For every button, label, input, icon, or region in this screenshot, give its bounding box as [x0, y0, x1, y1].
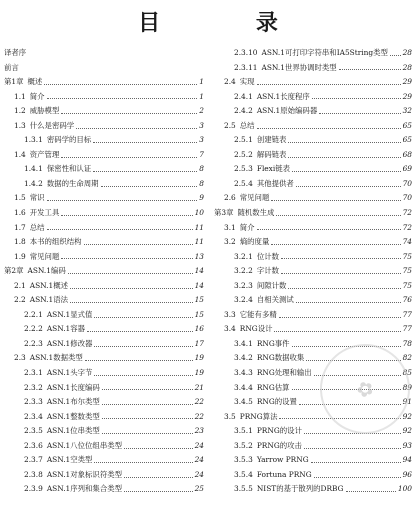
toc-entry[interactable]	[214, 133, 412, 148]
toc-entry[interactable]	[214, 104, 412, 119]
toc-entry-page: 65	[402, 135, 412, 145]
toc-entry-page: 11	[194, 237, 204, 247]
toc-entry[interactable]	[4, 250, 204, 265]
toc-entry-page: 93	[402, 440, 412, 450]
toc-entry-title: Yarrow PRNG	[256, 455, 309, 465]
toc-leader-dots	[68, 273, 193, 274]
toc-entry-page: 92	[402, 411, 412, 421]
toc-entry-title: 概述	[27, 77, 43, 87]
toc-entry-page: 3	[199, 120, 204, 130]
toc-entry-number: 2.2.3	[24, 338, 43, 348]
toc-entry[interactable]	[214, 46, 412, 61]
toc-entry[interactable]	[214, 235, 412, 250]
toc-entry[interactable]	[4, 424, 204, 439]
toc-entry-number: 3.3	[224, 309, 236, 319]
toc-entry-page: 70	[402, 178, 412, 188]
toc-entry-number: 3.5.3	[234, 455, 253, 465]
toc-entry-page: 24	[194, 469, 204, 479]
toc-entry-page: 77	[402, 324, 412, 334]
toc-entry[interactable]	[4, 119, 204, 134]
toc-entry-title: 开发工具	[29, 208, 60, 218]
toc-entry-number: 3.2.2	[234, 266, 253, 276]
toc-entry-title: 威胁模型	[29, 106, 60, 116]
toc-entry[interactable]	[4, 162, 204, 177]
toc-entry-number: 1.5	[14, 193, 26, 203]
toc-entry[interactable]	[4, 90, 204, 105]
toc-entry[interactable]	[214, 293, 412, 308]
toc-entry-title: ASN.1编码	[27, 266, 66, 276]
toc-leader-dots	[124, 477, 193, 478]
toc-entry-title: ASN.1序列和集合类型	[46, 484, 122, 494]
toc-entry[interactable]	[4, 264, 204, 279]
toc-entry-page: 1	[199, 91, 204, 101]
toc-leader-dots	[102, 433, 193, 434]
toc-leader-dots	[312, 98, 401, 99]
toc-entry-number: 3.4.3	[234, 368, 253, 378]
toc-entry-page: 75	[402, 280, 412, 290]
toc-entry-number: 2.6	[224, 193, 236, 203]
toc-entry-title: ASN.1原始编码器	[256, 106, 318, 116]
toc-entry-title: ASN.1修改器	[46, 338, 93, 348]
toc-entry-page: 13	[194, 251, 204, 261]
toc-leader-dots	[47, 98, 198, 99]
toc-entry[interactable]	[4, 61, 204, 76]
toc-entry[interactable]	[4, 177, 204, 192]
toc-entry-title: 解码链表	[256, 149, 287, 159]
toc-entry-number: 3.1	[224, 222, 236, 232]
toc-entry-title: ASN.1空类型	[46, 455, 93, 465]
toc-entry-page: 29	[402, 77, 412, 87]
toc-entry-page: 72	[402, 222, 412, 232]
toc-leader-dots	[93, 171, 197, 172]
toc-entry[interactable]	[4, 191, 204, 206]
toc-entry-page: 24	[194, 440, 204, 450]
toc-leader-dots	[101, 186, 198, 187]
toc-entry-page: 10	[194, 208, 204, 218]
toc-entry[interactable]	[214, 482, 412, 497]
toc-entry-title: 总结	[239, 120, 255, 130]
toc-entry-number: 1.7	[14, 222, 26, 232]
toc-entry-number: 2.5.4	[234, 178, 253, 188]
toc-entry-number: 2.4	[224, 77, 236, 87]
toc-entry-page: 2	[199, 106, 204, 116]
toc-entry[interactable]	[214, 61, 412, 76]
toc-entry-page: 100	[397, 484, 412, 494]
toc-entry-page: 21	[194, 382, 204, 392]
toc-entry-title: 其他提供者	[256, 178, 294, 188]
toc-entry-title: ASN.1对象标识符类型	[46, 469, 122, 479]
toc-entry-page: 1	[199, 77, 204, 87]
toc-entry-title: ASN.1布尔类型	[46, 397, 100, 407]
toc-leader-dots	[279, 317, 401, 318]
toc-entry[interactable]	[4, 439, 204, 454]
toc-entry-page: 29	[402, 91, 412, 101]
toc-entry[interactable]	[4, 395, 204, 410]
toc-entry-page: 82	[402, 353, 412, 363]
toc-entry[interactable]	[4, 351, 204, 366]
toc-entry[interactable]	[4, 148, 204, 163]
toc-entry-page: 85	[402, 368, 412, 378]
toc-leader-dots	[319, 113, 400, 114]
toc-leader-dots	[124, 491, 193, 492]
toc-entry-title: ASN.1可打印字符串和IA5String类型	[261, 48, 388, 57]
toc-entry-title: RNG数据收集	[256, 353, 305, 363]
toc-entry-page: 15	[194, 309, 204, 319]
toc-leader-dots	[70, 302, 193, 303]
toc-entry-number: 3.2.1	[234, 251, 253, 261]
toc-entry-number: 3.4.1	[234, 338, 253, 348]
toc-entry-number: 1.4	[14, 149, 26, 159]
toc-entry-number: 2.3.1	[24, 368, 43, 378]
toc-entry-number: 3.4.4	[234, 382, 253, 392]
toc-entry[interactable]	[214, 119, 412, 134]
toc-entry-page: 19	[194, 353, 204, 363]
toc-entry-title: 创建链表	[256, 135, 287, 145]
toc-leader-dots	[61, 215, 192, 216]
toc-leader-dots	[292, 346, 401, 347]
toc-entry[interactable]	[4, 235, 204, 250]
toc-entry-page: 91	[402, 397, 412, 407]
toc-entry-page: 75	[402, 266, 412, 276]
toc-entry-title: PRNG的攻击	[256, 440, 302, 450]
toc-leader-dots	[314, 477, 401, 478]
toc-leader-dots	[271, 244, 400, 245]
toc-leader-dots	[257, 229, 401, 230]
toc-entry-title: ASN.1头字节	[46, 368, 93, 378]
toc-leader-dots	[47, 229, 193, 230]
toc-entry-page: 19	[194, 368, 204, 378]
toc-entry-number: 2.1	[14, 280, 26, 290]
toc-entry-number: 2.3.11	[234, 62, 258, 72]
toc-leader-dots	[304, 448, 401, 449]
toc-leader-dots	[47, 200, 198, 201]
toc-entry-title: 什么是密码学	[29, 120, 75, 130]
toc-entry-title: 简介	[29, 91, 45, 101]
toc-entry[interactable]	[214, 468, 412, 483]
toc-entry-page: 76	[402, 295, 412, 305]
toc-entry-title: 密码学的目标	[46, 135, 92, 145]
toc-entry-title: NIST的基于散列的DRBG	[256, 484, 344, 494]
toc-entry-number: 2.3.3	[24, 397, 43, 407]
toc-entry-page: 7	[199, 149, 204, 159]
toc-entry-number: 2.3.5	[24, 426, 43, 436]
toc-entry-title: 数据的生命周期	[46, 178, 99, 188]
toc-entry-page: 69	[402, 164, 412, 174]
toc-entry-number: 2.2	[14, 295, 26, 305]
toc-entry[interactable]	[4, 337, 204, 352]
toc-entry-page: 28	[402, 62, 412, 72]
toc-entry-page: 28	[402, 48, 412, 57]
toc-entry-page: 8	[199, 178, 204, 188]
toc-entry-page: 22	[194, 411, 204, 421]
toc-entry[interactable]	[214, 322, 412, 337]
toc-entry-number: 3.2	[224, 237, 236, 247]
toc-entry[interactable]	[214, 177, 412, 192]
toc-entry-title: RNG设计	[239, 324, 273, 334]
toc-leader-dots	[76, 128, 197, 129]
toc-entry[interactable]	[4, 206, 204, 221]
toc-entry[interactable]	[4, 46, 204, 61]
toc-leader-dots	[296, 186, 401, 187]
toc-entry-title: RNG估算	[256, 382, 290, 392]
toc-entry-page: 65	[402, 120, 412, 130]
toc-entry-number: 3.4	[224, 324, 236, 334]
toc-entry[interactable]	[214, 75, 412, 90]
toc-entry[interactable]	[4, 482, 204, 497]
toc-entry-number: 2.4.1	[234, 91, 253, 101]
toc-entry-title: PRNG算法	[239, 411, 278, 421]
toc-entry-title: 本书的组织结构	[29, 237, 82, 247]
toc-entry-title: 实现	[239, 77, 255, 87]
toc-entry-page: 8	[199, 164, 204, 174]
toc-entry-page: 92	[402, 426, 412, 436]
toc-entry[interactable]	[4, 381, 204, 396]
toc-entry[interactable]	[4, 308, 204, 323]
toc-entry-title: 前言	[4, 62, 19, 72]
toc-entry-page: 23	[194, 426, 204, 436]
toc-entry-number: 2.4.2	[234, 106, 253, 116]
toc-entry-title: ASN.1数据类型	[29, 353, 83, 363]
toc-leader-dots	[61, 157, 197, 158]
toc-entry[interactable]	[214, 453, 412, 468]
toc-entry-page: 11	[194, 222, 204, 232]
toc-entry-page: 25	[194, 484, 204, 494]
toc-entry-number: 1.1	[14, 91, 26, 101]
toc-leader-dots	[93, 142, 197, 143]
toc-leader-dots	[271, 200, 400, 201]
toc-entry-number: 1.8	[14, 237, 26, 247]
toc-entry[interactable]	[214, 221, 412, 236]
toc-leader-dots	[288, 288, 400, 289]
toc-entry-number: 1.3.1	[24, 135, 43, 145]
toc-entry-title: ASN.1长度程序	[256, 91, 310, 101]
toc-leader-dots	[102, 389, 193, 390]
toc-entry-page: 9	[199, 193, 204, 203]
toc-leader-dots	[124, 448, 193, 449]
toc-entry-number: 3.5	[224, 411, 236, 421]
toc-entry-page: 75	[402, 251, 412, 261]
toc-entry-title: 位计数	[256, 251, 279, 261]
toc-leader-dots	[94, 462, 192, 463]
toc-entry-number: 1.4.2	[24, 178, 43, 188]
toc-entry-title: Flexi链表	[256, 164, 290, 174]
toc-leader-dots	[94, 317, 192, 318]
toc-leader-dots	[288, 142, 400, 143]
toc-entry-number: 2.3.4	[24, 411, 43, 421]
toc-entry-page: 94	[402, 455, 412, 465]
toc-leader-dots	[85, 360, 193, 361]
toc-leader-dots	[339, 69, 401, 70]
toc-entry-page: 16	[194, 324, 204, 334]
toc-entry-title: 常见问题	[239, 193, 270, 203]
toc-entry-page: 14	[194, 280, 204, 290]
toc-entry-page: 14	[194, 266, 204, 276]
toc-leader-dots	[292, 171, 401, 172]
toc-entry-title: 它能有多精	[239, 309, 277, 319]
toc-entry[interactable]	[214, 250, 412, 265]
toc-entry-number: 2.5.2	[234, 149, 253, 159]
toc-entry-title: 保密性和认证	[46, 164, 92, 174]
toc-entry-number: 3.5.2	[234, 440, 253, 450]
toc-entry-page: 70	[402, 193, 412, 203]
toc-leader-dots	[87, 331, 193, 332]
toc-entry[interactable]	[214, 279, 412, 294]
toc-leader-dots	[94, 346, 192, 347]
toc-entry-title: ASN.1长度编码	[46, 382, 100, 392]
toc-entry-number: 2.2.1	[24, 309, 43, 319]
toc-entry[interactable]	[4, 221, 204, 236]
toc-entry-number: 1.3	[14, 120, 26, 130]
toc-entry-number: 2.3.7	[24, 455, 43, 465]
toc-leader-dots	[288, 157, 400, 158]
toc-entry-number: 3.2.4	[234, 295, 253, 305]
toc-entry-number: 1.2	[14, 106, 26, 116]
toc-leader-dots	[84, 244, 193, 245]
toc-leader-dots	[346, 491, 396, 492]
toc-entry-number: 2.5.1	[234, 135, 253, 145]
toc-leader-dots	[61, 113, 197, 114]
toc-entry-page: 24	[194, 455, 204, 465]
toc-entry[interactable]	[4, 133, 204, 148]
toc-entry-title: 资产管理	[29, 149, 60, 159]
toc-entry-page: 96	[402, 469, 412, 479]
toc-entry-number: 3.2.3	[234, 280, 253, 290]
toc-entry-page: 74	[402, 237, 412, 247]
toc-entry-title: ASN.1显式值	[46, 309, 93, 319]
toc-entry-number: 3.5.1	[234, 426, 253, 436]
toc-entry-number: 2.5	[224, 120, 236, 130]
toc-entry[interactable]	[4, 322, 204, 337]
toc-entry-page: 3	[199, 135, 204, 145]
toc-leader-dots	[102, 418, 193, 419]
toc-entry-title: 常识	[29, 193, 45, 203]
toc-entry-title: ASN.1语法	[29, 295, 68, 305]
toc-entry-title: ASN.1位串类型	[46, 426, 100, 436]
toc-entry-number: 第3章	[214, 208, 234, 218]
toc-entry[interactable]	[4, 293, 204, 308]
toc-entry-page: 22	[194, 397, 204, 407]
toc-entry[interactable]	[214, 148, 412, 163]
toc-entry-title: RNG的设置	[256, 397, 297, 407]
toc-entry[interactable]	[214, 162, 412, 177]
toc-entry-number: 1.9	[14, 251, 26, 261]
toc-leader-dots	[70, 288, 193, 289]
toc-entry-title: ASN.1容器	[46, 324, 86, 334]
toc-entry-number: 3.4.5	[234, 397, 253, 407]
toc-entry[interactable]	[4, 279, 204, 294]
toc-entry-title: RNG事件	[256, 338, 290, 348]
toc-entry[interactable]	[214, 90, 412, 105]
toc-entry-number: 2.3.6	[24, 440, 43, 450]
toc-entry-number: 2.2.2	[24, 324, 43, 334]
toc-entry-title: 间隙计数	[256, 280, 287, 290]
toc-entry-page: 78	[402, 338, 412, 348]
toc-entry-number: 2.3	[14, 353, 26, 363]
toc-entry-title: 常见问题	[29, 251, 60, 261]
toc-entry-page: 68	[402, 149, 412, 159]
toc-entry-number: 3.5.5	[234, 484, 253, 494]
page-title: 目 录	[138, 11, 322, 36]
toc-entry-title: ASN.1概述	[29, 280, 68, 290]
toc-entry-number: 2.3.2	[24, 382, 43, 392]
toc-entry-number: 2.3.8	[24, 469, 43, 479]
toc-entry-title: PRNG的设计	[256, 426, 302, 436]
toc-entry[interactable]	[4, 468, 204, 483]
toc-entry-title: Fortuna PRNG	[256, 469, 312, 479]
toc-leader-dots	[304, 433, 401, 434]
toc-entry[interactable]	[4, 410, 204, 425]
toc-entry-number: 1.4.1	[24, 164, 43, 174]
toc-leader-dots	[281, 258, 401, 259]
toc-leader-dots	[102, 404, 193, 405]
toc-entry-title: 随机数生成	[237, 208, 275, 218]
toc-entry-number: 3.4.2	[234, 353, 253, 363]
toc-leader-dots	[281, 273, 401, 274]
toc-entry-page: 15	[194, 295, 204, 305]
toc-entry-page: 17	[194, 338, 204, 348]
toc-entry-title: 自相关测试	[256, 295, 294, 305]
toc-leader-dots	[257, 128, 401, 129]
toc-leader-dots	[44, 84, 197, 85]
toc-entry-number: 第1章	[4, 77, 24, 87]
toc-entry[interactable]	[4, 75, 204, 90]
toc-entry-number: 2.3.9	[24, 484, 43, 494]
toc-leader-dots	[311, 462, 401, 463]
toc-entry-title: 熵的度量	[239, 237, 270, 247]
toc-leader-dots	[276, 215, 400, 216]
toc-entry[interactable]	[4, 366, 204, 381]
toc-entry[interactable]	[214, 439, 412, 454]
toc-entry-page: 72	[402, 208, 412, 218]
toc-entry-title: ASN.1八位位组串类型	[46, 440, 122, 450]
toc-leader-dots	[61, 258, 192, 259]
toc-entry-page: 77	[402, 309, 412, 319]
toc-entry-title: 译者序	[4, 48, 27, 57]
toc-entry[interactable]	[214, 191, 412, 206]
toc-entry[interactable]	[214, 206, 412, 221]
toc-leader-dots	[296, 302, 401, 303]
toc-leader-dots	[257, 84, 401, 85]
toc-entry[interactable]	[214, 308, 412, 323]
toc-leader-dots	[94, 375, 192, 376]
toc-entry-number: 2.5.3	[234, 164, 253, 174]
watermark-seal-icon: ✿	[305, 329, 416, 449]
toc-entry-page: 32	[402, 106, 412, 116]
toc-entry-number: 2.3.10	[234, 48, 258, 57]
toc-entry-number: 3.5.4	[234, 469, 253, 479]
toc-entry-title: 简介	[239, 222, 255, 232]
toc-left-column	[4, 46, 204, 497]
toc-entry-title: RNG处理和输出	[256, 368, 312, 378]
toc-entry-title: ASN.1世界协调时类型	[261, 62, 337, 72]
toc-entry-page: 89	[402, 382, 412, 392]
toc-leader-dots	[390, 55, 401, 56]
toc-entry-title: 总结	[29, 222, 45, 232]
toc-entry-title: 字计数	[256, 266, 279, 276]
toc-entry[interactable]	[4, 453, 204, 468]
toc-entry[interactable]	[4, 104, 204, 119]
toc-entry-title: ASN.1整数类型	[46, 411, 100, 421]
toc-entry-number: 第2章	[4, 266, 24, 276]
toc-entry-number: 1.6	[14, 208, 26, 218]
toc-leader-dots	[274, 331, 400, 332]
toc-entry[interactable]	[214, 264, 412, 279]
